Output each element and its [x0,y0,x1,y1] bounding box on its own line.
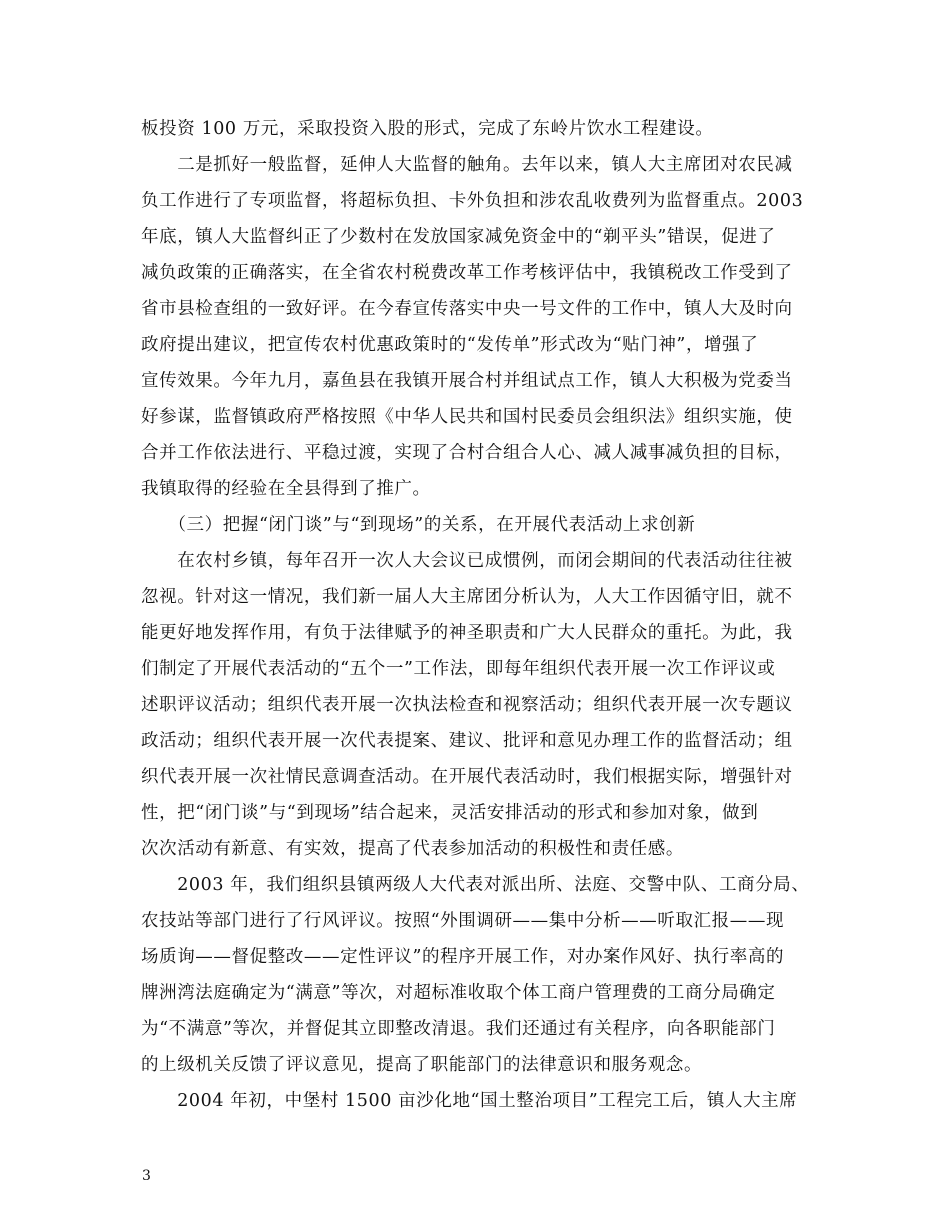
text-line: 2004 年初，中堡村 1500 亩沙化地“国土整治项目”工程完工后，镇人大主席 [141,1091,798,1111]
text-line: 好参谋，监督镇政府严格按照《中华人民共和国村民委员会组织法》组织实施，使 [141,407,793,427]
text-line: 织代表开展一次社情民意调查活动。在开展代表活动时，我们根据实际，增强针对 [141,767,793,787]
text-line: 宣传效果。今年九月，嘉鱼县在我镇开展合村并组试点工作，镇人大积极为党委当 [141,371,793,391]
text-line: 政府提出建议，把宣传农村优惠政策时的“发传单”形式改为“贴门神”，增强了 [141,335,759,355]
text-line: 板投资 100 万元，采取投资入股的形式，完成了东岭片饮水工程建设。 [141,119,714,139]
text-line: 2003 年，我们组织县镇两级人大代表对派出所、法庭、交警中队、工商分局、 [141,875,810,895]
text-line: 我镇取得的经验在全县得到了推广。 [141,479,431,499]
text-line: 农技站等部门进行了行风评议。按照“外围调研——集中分析——听取汇报——现 [141,911,785,931]
section-heading: （三）把握“闭门谈”与“到现场”的关系，在开展代表活动上求创新 [141,515,696,535]
text-line: 忽视。针对这一情况，我们新一届人大主席团分析认为，人大工作因循守旧，就不 [141,587,793,607]
text-line: 负工作进行了专项监督，将超标负担、卡外负担和涉农乱收费列为监督重点。2003 [141,191,804,211]
page-number: 3 [142,1168,151,1184]
text-line: 述职评议活动；组织代表开展一次执法检查和视察活动；组织代表开展一次专题议 [141,695,793,715]
text-line: 们制定了开展代表活动的“五个一”工作法，即每年组织代表开展一次工作评议或 [141,659,776,679]
text-line: 省市县检查组的一致好评。在今春宣传落实中央一号文件的工作中，镇人大及时向 [141,299,793,319]
text-line: 在农村乡镇，每年召开一次人大会议已成惯例，而闭会期间的代表活动往往被 [141,551,793,571]
text-line: 次次活动有新意、有实效，提高了代表参加活动的积极性和责任感。 [141,839,684,859]
text-line: 政活动；组织代表开展一次代表提案、建议、批评和意见办理工作的监督活动；组 [141,731,793,751]
text-line: 减负政策的正确落实，在全省农村税费改革工作考核评估中，我镇税改工作受到了 [141,263,793,283]
text-line: 性，把“闭门谈”与“到现场”结合起来，灵活安排活动的形式和参加对象，做到 [141,803,759,823]
text-line: 合并工作依法进行、平稳过渡，实现了合村合组合人心、减人减事减负担的目标， [141,443,793,463]
text-line: 二是抓好一般监督，延伸人大监督的触角。去年以来，镇人大主席团对农民减 [141,155,793,175]
text-line: 牌洲湾法庭确定为“满意”等次，对超标准收取个体工商户管理费的工商分局确定 [141,983,776,1003]
text-line: 年底，镇人大监督纠正了少数村在发放国家减免资金中的“剃平头”错误，促进了 [141,227,776,247]
text-line: 的上级机关反馈了评议意见，提高了职能部门的法律意识和服务观念。 [141,1055,703,1075]
text-line: 为“不满意”等次，并督促其立即整改清退。我们还通过有关程序，向各职能部门 [141,1019,776,1039]
text-line: 能更好地发挥作用，有负于法律赋予的神圣职责和广大人民群众的重托。为此，我 [141,623,793,643]
text-line: 场质询——督促整改——定性评议”的程序开展工作，对办案作风好、执行率高的 [141,947,785,967]
